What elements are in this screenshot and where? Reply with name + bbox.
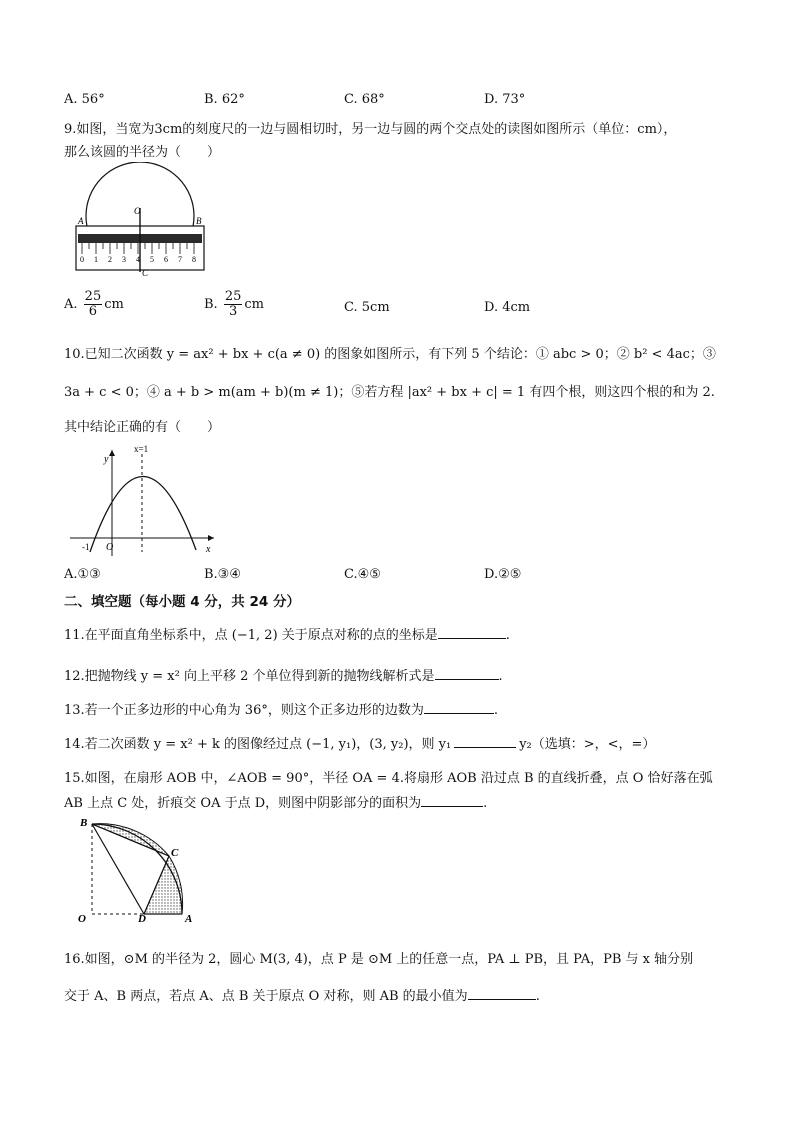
q9-tick-label: 5 <box>150 255 154 264</box>
q16-end: . <box>535 989 540 1004</box>
q14-answer-blank[interactable] <box>454 747 516 748</box>
q13-answer-blank[interactable] <box>424 713 494 714</box>
q9-tick-label: 4 <box>136 255 140 264</box>
q10-stem-line2: 3a + c < 0；④ a + b > m(am + b)(m ≠ 1)；⑤若方程 |ax² + bx + c| = 1 有四个根，则这四个根的和为 2. <box>64 385 715 400</box>
q15-sector-figure <box>74 812 204 922</box>
q12-answer-blank[interactable] <box>435 679 499 680</box>
q13-text: 13.若一个正多边形的中心角为 36°，则这个正多边形的边数为 <box>64 703 424 718</box>
q9-tick-label: 8 <box>192 255 196 264</box>
q10-label-o: O <box>106 542 114 553</box>
q9-option-b[interactable] <box>204 290 264 319</box>
q10-option-c[interactable]: C.④⑤ <box>344 567 381 582</box>
q9-option-c-text: 5cm <box>361 300 390 315</box>
q10-option-b[interactable]: B.③④ <box>204 567 241 582</box>
q15-end: . <box>483 796 488 811</box>
q14 <box>64 733 655 752</box>
q15-label-c: C <box>171 847 179 859</box>
q16-stem-line2 <box>64 985 540 1004</box>
q15-label-a: A <box>185 913 193 922</box>
q12-text: 12.把抛物线 y = x² 向上平移 2 个单位得到新的抛物线解析式是 <box>64 669 435 684</box>
q9-option-a-den: 6 <box>88 304 98 319</box>
q10-y-arrow <box>109 450 115 456</box>
q9-stem-line1: 9.如图，当宽为3cm的刻度尺的一边与圆相切时，另一边与圆的两个交点处的读图如图所示（单位：cm）， <box>64 122 677 137</box>
q13-end: . <box>493 703 498 718</box>
q8-option-b[interactable]: B. 62° <box>204 92 245 107</box>
q11-text: 11.在平面直角坐标系中，点 (−1, 2) 关于原点对称的点的坐标是 <box>64 628 438 643</box>
q9-tick-label: 0 <box>80 255 84 264</box>
q9-option-b-fraction <box>224 290 243 319</box>
q15-line2-text: AB 上点 C 处，折痕交 OA 于点 D，则图中阴影部分的面积为 <box>64 796 422 811</box>
q8-option-a[interactable]: A. 56° <box>64 92 105 107</box>
q15-label-b: B <box>80 817 88 829</box>
q15-answer-blank[interactable] <box>421 806 483 807</box>
q10-label-x: x <box>206 544 211 555</box>
q10-option-d[interactable]: D.②⑤ <box>484 567 522 582</box>
q9-ruler-circle-figure <box>70 162 210 280</box>
q9-option-b-num: 25 <box>224 289 242 304</box>
q9-tick-label: 1 <box>94 255 98 264</box>
q9-option-d-letter: D. <box>484 300 499 315</box>
q9-option-c[interactable] <box>344 300 390 315</box>
q16-line2-text: 交于 A、B 两点，若点 A、点 B 关于原点 O 对称，则 AB 的最小值为 <box>64 989 468 1004</box>
q9-label-o: O <box>134 206 141 216</box>
q9-option-d-text: 4cm <box>502 300 531 315</box>
q9-stem-line2: 那么该圆的半径为（ ） <box>64 145 221 160</box>
q9-tick-label: 3 <box>122 255 126 264</box>
q15-stem-line1: 15.如图，在扇形 AOB 中，∠AOB = 90°，半径 OA = 4.将扇形 AOB 沿过点 B 的直线折叠，点 O 恰好落在弧 <box>64 771 713 786</box>
q12-end: . <box>498 669 503 684</box>
q16-answer-blank[interactable] <box>468 999 536 1000</box>
q10-parabola-figure <box>68 440 218 558</box>
q15-stem-line2 <box>64 792 487 811</box>
q16-stem-line1: 16.如图，⊙M 的半径为 2，圆心 M(3, 4)，点 P 是 ⊙M 上的任意一点，PA ⊥ PB，且 PA，PB 与 x 轴分别 <box>64 952 694 967</box>
q10-stem-line3: 其中结论正确的有（ ） <box>64 420 221 435</box>
q9-label-c: C <box>142 268 149 278</box>
q9-option-c-letter: C. <box>344 300 358 315</box>
q9-option-a[interactable] <box>64 290 124 319</box>
q9-tick-label: 7 <box>178 255 182 264</box>
q9-label-b: B <box>196 216 202 226</box>
q11-answer-blank[interactable] <box>438 638 506 639</box>
q9-option-b-letter: B. <box>204 297 218 312</box>
q10-label-y: y <box>104 454 109 465</box>
q14-after: y₂（选填：>，<，=） <box>519 737 656 752</box>
q10-option-a[interactable]: A.①③ <box>64 567 101 582</box>
q9-option-d[interactable] <box>484 300 530 315</box>
q15-label-d: D <box>138 913 146 922</box>
q10-stem-line1: 10.已知二次函数 y = ax² + bx + c(a ≠ 0) 的图象如图所示，有下列 5 个结论：① abc > 0；② b² < 4ac；③ <box>64 347 716 362</box>
q9-option-b-den: 3 <box>228 304 238 319</box>
q11 <box>64 624 510 643</box>
q13 <box>64 699 498 718</box>
q9-option-a-letter: A. <box>64 297 78 312</box>
q9-label-a: A <box>78 216 84 226</box>
section-title: 二、填空题（每小题 4 分，共 24 分） <box>64 594 300 610</box>
q14-text: 14.若二次函数 y = x² + k 的图像经过点 (−1, y₁)，(3, y₂)，则 y₁ <box>64 737 452 752</box>
q9-tick-label: 2 <box>108 255 112 264</box>
q9-option-a-num: 25 <box>84 289 102 304</box>
q9-option-a-unit: cm <box>104 297 124 312</box>
q11-end: . <box>505 628 510 643</box>
q10-parabola-curve <box>90 476 196 552</box>
q10-label-axis: x=1 <box>134 444 149 454</box>
q15-label-o: O <box>78 913 86 922</box>
q8-option-c[interactable]: C. 68° <box>344 92 385 107</box>
q9-option-b-unit: cm <box>244 297 264 312</box>
q10-label-neg1: -1 <box>82 542 90 552</box>
q9-option-a-fraction <box>84 290 103 319</box>
q9-tick-label: 6 <box>164 255 168 264</box>
q8-option-d[interactable]: D. 73° <box>484 92 526 107</box>
q10-x-arrow <box>208 535 214 541</box>
q12 <box>64 665 503 684</box>
